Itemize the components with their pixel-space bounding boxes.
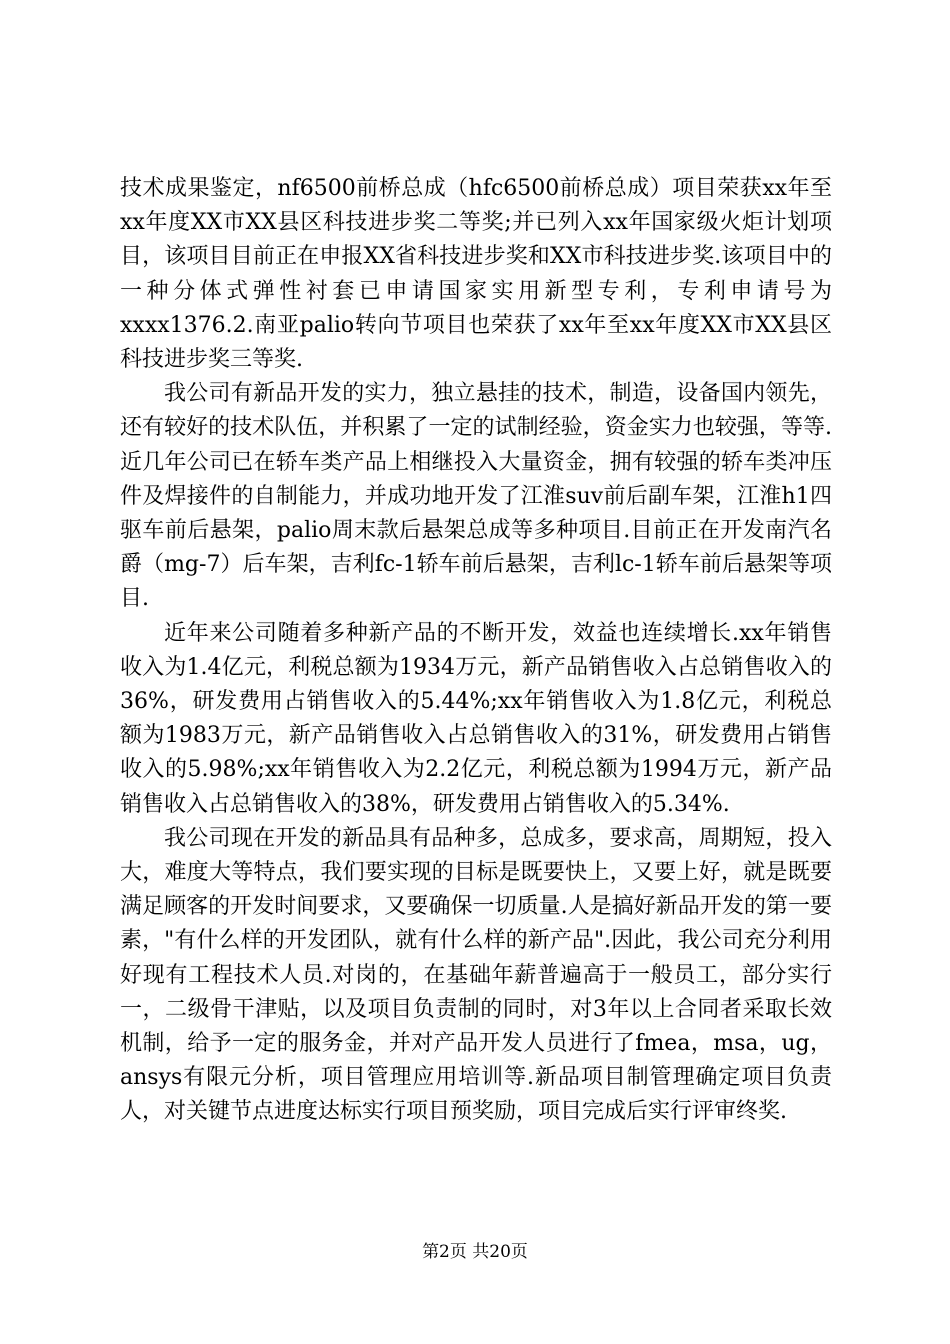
document-body — [120, 172, 832, 1130]
paragraph-3: 近年来公司随着多种新产品的不断开发，效益也连续增长.xx年销售收入为1.4亿元，利税总额为1934万元，新产品销售收入占总销售收入的36%，研发费用占销售收入的5.44%;xx年销售收入为1.8亿元，利税总额为1983万元，新产品销售收入占总销售收入的31%，研发费用占销售收入的5.98%;xx年销售收入为2.2亿元，利税总额为1994万元，新产品销售收入占总销售收入的38%，研发费用占销售收入的5.34%. — [120, 620, 832, 817]
paragraph-1: 技术成果鉴定，nf6500前桥总成（hfc6500前桥总成）项目荣获xx年至xx年度XX市XX县区科技进步奖二等奖;并已列入xx年国家级火炬计划项目，该项目目前正在申报XX省科技进步奖和XX市科技进步奖.该项目中的一种分体式弹性衬套已申请国家实用新型专利，专利申请号为xxxx1376.2.南亚palio转向节项目也荣获了xx年至xx年度XX市XX县区科技进步奖三等奖. — [120, 176, 832, 373]
page-number-footer: 第2页 共20页 — [422, 1242, 528, 1262]
paragraph-2: 我公司有新品开发的实力，独立悬挂的技术，制造，设备国内领先，还有较好的技术队伍，并积累了一定的试制经验，资金实力也较强，等等.近几年公司已在轿车类产品上相继投入大量资金，拥有较强的轿车类冲压件及焊接件的自制能力，并成功地开发了江淮suv前后副车架，江淮h1四驱车前后悬架，palio周末款后悬架总成等多种项目.目前正在开发南汽名爵（mg-7）后车架，吉利fc-1轿车前后悬架，吉利lc-1轿车前后悬架等项目. — [120, 381, 832, 612]
paragraph-4: 我公司现在开发的新品具有品种多，总成多，要求高，周期短，投入大，难度大等特点，我们要实现的目标是既要快上，又要上好，就是既要满足顾客的开发时间要求，又要确保一切质量.人是搞好新品开发的第一要素，"有什么样的开发团队，就有什么样的新产品".因此，我公司充分利用好现有工程技术人员.对岗的，在基础年薪普遍高于一般员工，部分实行一，二级骨干津贴，以及项目负责制的同时，对3年以上合同者采取长效机制，给予一定的服务金，并对产品开发人员进行了fmea，msa，ug，ansys有限元分析，项目管理应用培训等.新品项目制管理确定项目负责人，对关键节点进度达标实行项目预奖励，项目完成后实行评审终奖. — [120, 825, 832, 1125]
